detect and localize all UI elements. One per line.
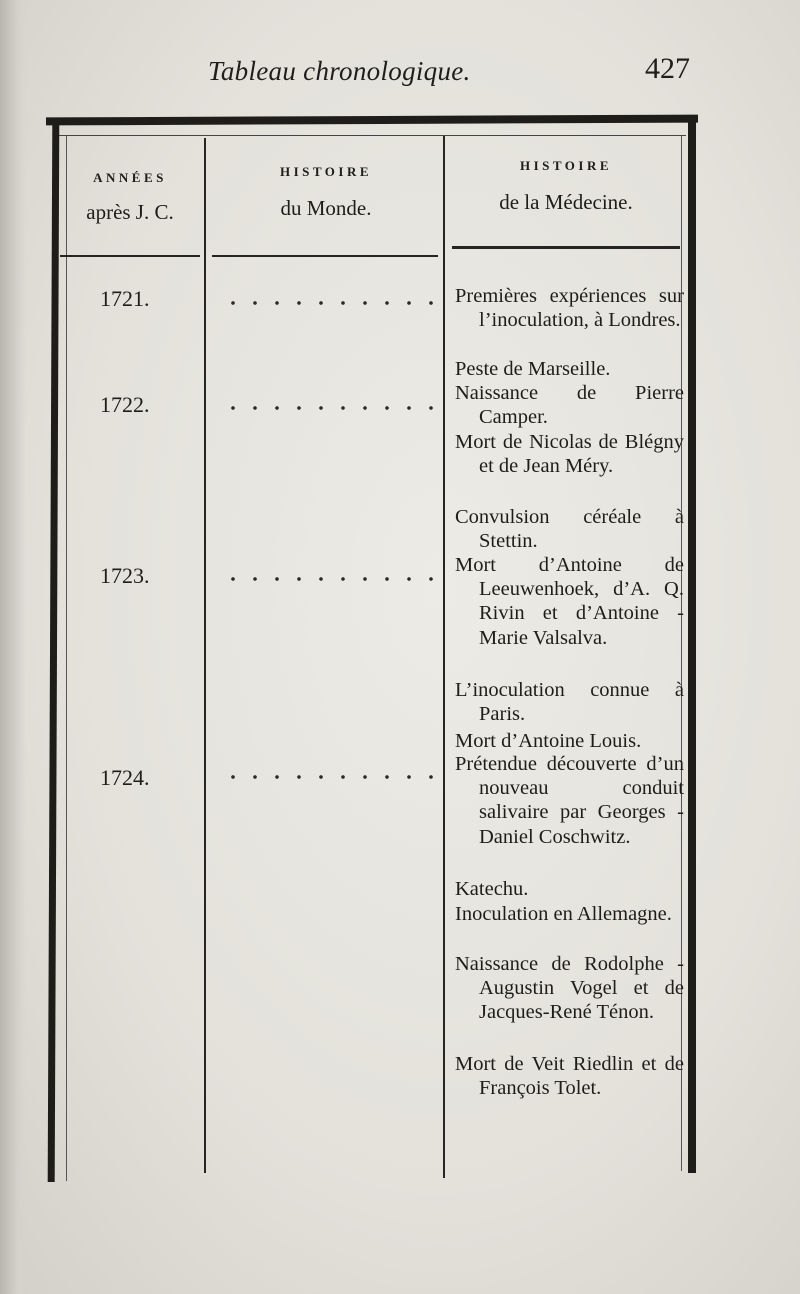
table-frame-top-inner <box>58 135 686 136</box>
year-1723: 1723. <box>100 563 150 588</box>
column-header-world-sub: du Monde. <box>280 196 372 220</box>
column-header-world-caps: HISTOIRE <box>279 164 373 179</box>
column-divider-2 <box>443 136 445 1178</box>
page-gutter-shadow <box>0 0 26 1294</box>
table-frame-left <box>48 120 60 1182</box>
medicine-entry: Premières expériences sur l’inoculation, à Londres. <box>455 285 684 332</box>
year-1724: 1724. <box>100 765 150 790</box>
medicine-entry: Naissance de Pierre Camper. <box>455 382 684 429</box>
header-rule-years <box>60 255 200 257</box>
running-title: Tableau chronologique. <box>208 56 471 86</box>
medicine-entry: Peste de Marseille. <box>455 358 611 380</box>
leader-dots-1724 <box>222 774 438 780</box>
table-frame-left-inner <box>66 136 67 1181</box>
medicine-entry: Mort de Veit Riedlin et de François Tolet. <box>455 1053 684 1100</box>
column-header-world-history <box>214 164 438 221</box>
table-frame-top <box>46 115 698 126</box>
column-header-medicine-caps: HISTOIRE <box>519 158 613 173</box>
medicine-entry: Inoculation en Allemagne. <box>455 903 672 925</box>
year-1721: 1721. <box>100 286 150 311</box>
medicine-entry: Naissance de Rodolphe - Augustin Vogel et de Jacques-René Ténon. <box>455 953 684 1024</box>
medicine-entry: Mort de Nicolas de Blégny et de Jean Méry. <box>455 431 684 478</box>
leader-dots-1723 <box>222 576 438 582</box>
medicine-entry: Mort d’Antoine de Leeuwenhoek, d’A. Q. Rivin et d’Antoine - Marie Valsalva. <box>455 554 684 649</box>
medicine-entry: Mort d’Antoine Louis. <box>455 730 642 752</box>
header-rule-medicine <box>452 246 680 249</box>
table-frame-right <box>688 118 696 1173</box>
column-header-medicine-sub: de la Médecine. <box>499 190 633 214</box>
column-divider-1 <box>204 138 206 1173</box>
column-header-years <box>62 170 198 225</box>
medicine-entry: Katechu. <box>455 878 529 900</box>
leader-dots-1722 <box>222 405 438 411</box>
medicine-entry: Prétendue découverte d’un nouveau conduit salivaire par Georges - Daniel Coschwitz. <box>455 753 684 848</box>
column-header-medicine-history <box>452 158 680 215</box>
medicine-entry: L’inoculation connue à Paris. <box>455 679 684 726</box>
medicine-entry: Convulsion céréale à Stettin. <box>455 506 684 553</box>
page-number: 427 <box>645 52 690 85</box>
header-rule-world <box>212 255 438 257</box>
leader-dots-1721 <box>222 300 438 306</box>
year-1722: 1722. <box>100 392 150 417</box>
column-header-years-caps: ANNÉES <box>93 170 167 185</box>
column-header-years-sub: après J. C. <box>86 200 174 224</box>
